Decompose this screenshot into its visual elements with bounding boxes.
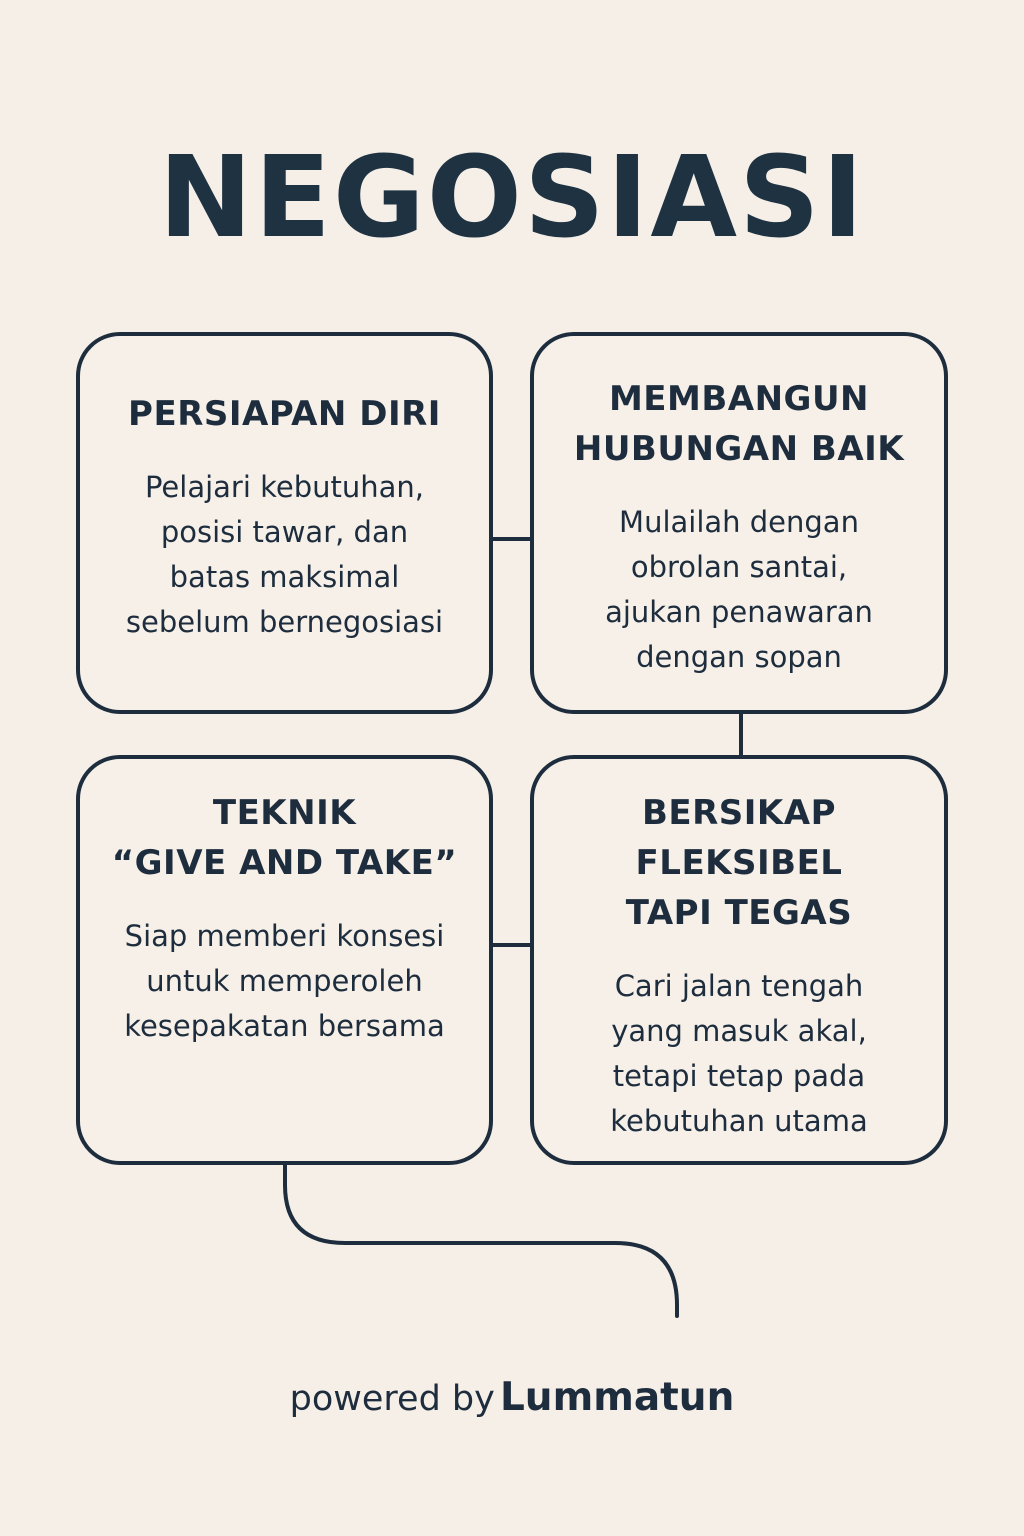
card-body: Pelajari kebutuhan, posisi tawar, dan batas maksimal sebelum bernegosiasi (125, 470, 444, 639)
card-heading: TEKNIK “GIVE AND TAKE” (111, 793, 458, 883)
card-persiapan-diri (76, 332, 493, 714)
connector-tail-curve (285, 1165, 677, 1316)
card-membangun-hubungan-baik (530, 332, 948, 714)
card-heading: MEMBANGUN HUBUNGAN BAIK (573, 379, 905, 469)
card-teknik-give-and-take (76, 755, 493, 1165)
card-body: Mulailah dengan obrolan santai, ajukan penawaran dengan sopan (605, 505, 873, 674)
footer-brand: Lummatun (499, 1375, 735, 1420)
footer-credit (0, 1370, 1024, 1433)
footer-prefix: powered by (289, 1379, 495, 1419)
card-bersikap-fleksibel (530, 755, 948, 1165)
card-body: Cari jalan tengah yang masuk akal, tetapi tetap pada kebutuhan utama (610, 969, 868, 1138)
card-heading: BERSIKAP FLEKSIBEL TAPI TEGAS (625, 793, 853, 933)
page-title: NEGOSIASI (158, 133, 866, 263)
card-body: Siap memberi konsesi untuk memperoleh kesepakatan bersama (124, 919, 445, 1043)
card-heading: PERSIAPAN DIRI (128, 394, 441, 434)
